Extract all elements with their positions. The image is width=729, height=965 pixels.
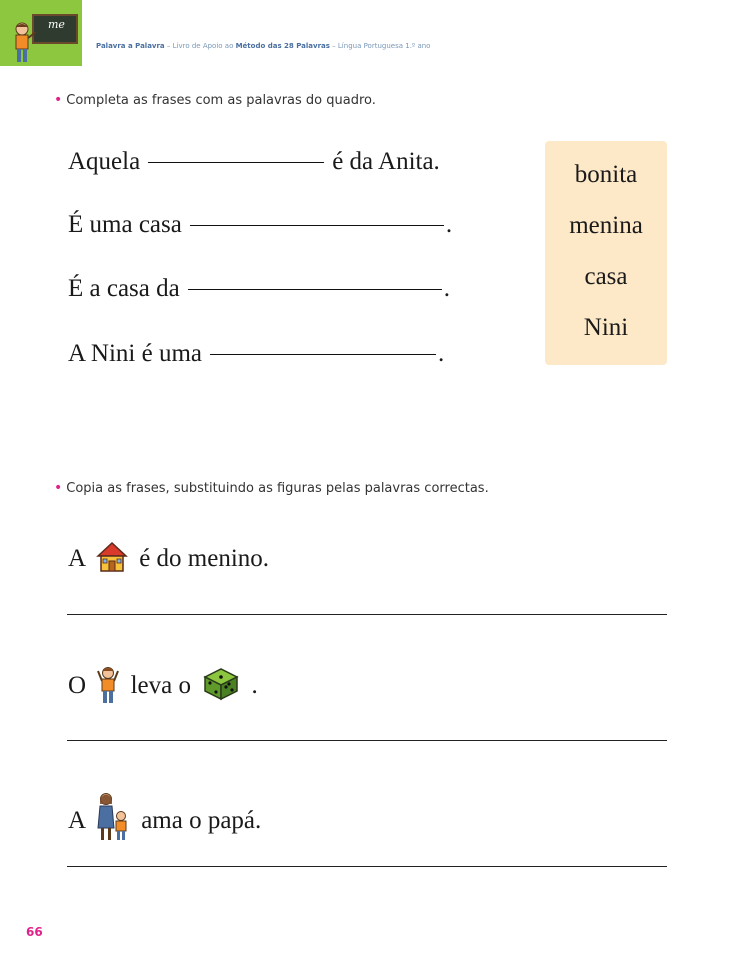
writing-line[interactable] — [67, 614, 667, 615]
instruction-text: Copia as frases, substituindo as figuras pelas palavras correctas. — [66, 481, 489, 496]
header-separator: – — [166, 42, 171, 50]
exercise2-sentence-2 — [68, 665, 258, 705]
word-box-item: casa — [584, 263, 628, 290]
sentence-text: . — [438, 340, 445, 367]
exercise1-sentence-4 — [68, 340, 444, 368]
mother-child-icon — [95, 792, 131, 842]
writing-line[interactable] — [67, 866, 667, 867]
sentence-text: . — [251, 672, 258, 699]
answer-blank[interactable] — [190, 225, 444, 226]
sentence-text: é da Anita. — [332, 148, 440, 175]
exercise1-sentence-3 — [68, 275, 450, 303]
sentence-text: A — [68, 807, 85, 834]
sentence-text: leva o — [130, 672, 191, 699]
sentence-text: é do menino. — [139, 545, 270, 572]
answer-blank[interactable] — [210, 354, 436, 355]
instruction-text: Completa as frases com as palavras do quadro. — [66, 93, 376, 108]
header-separator: – — [332, 42, 336, 50]
exercise2-sentence-1 — [68, 540, 269, 574]
answer-blank[interactable] — [148, 162, 324, 163]
word-box-item: Nini — [583, 314, 629, 341]
header-book: Livro de Apoio ao — [172, 42, 234, 50]
boy-icon — [96, 665, 120, 705]
sentence-text: . — [443, 275, 450, 302]
sentence-text: A Nini é uma — [68, 340, 203, 367]
exercise2-instruction — [54, 480, 489, 496]
header-series: Palavra a Palavra — [96, 42, 165, 50]
sentence-text: A — [68, 545, 85, 572]
sentence-text: O — [68, 672, 87, 699]
exercise1-sentence-2 — [68, 211, 452, 239]
page-number: 66 — [26, 925, 43, 939]
writing-line[interactable] — [67, 740, 667, 741]
sentence-text: ama o papá. — [141, 807, 262, 834]
header-method: Método das 28 Palavras — [235, 42, 330, 50]
word-box-item: menina — [569, 212, 643, 239]
sentence-text: Aquela — [68, 148, 141, 175]
word-box-item: bonita — [574, 161, 638, 188]
dice-icon — [201, 665, 241, 701]
running-header — [96, 42, 430, 50]
bullet-icon: • — [54, 92, 63, 108]
bullet-icon: • — [54, 480, 63, 496]
chalkboard-text: me — [48, 18, 65, 31]
sentence-text: É uma casa — [68, 211, 182, 238]
exercise1-sentence-1 — [68, 148, 440, 176]
sentence-text: É a casa da — [68, 275, 180, 302]
word-box — [545, 141, 667, 365]
exercise2-sentence-3 — [68, 792, 261, 842]
header-subject: Língua Portuguesa 1.º ano — [337, 42, 431, 50]
exercise1-instruction — [54, 92, 376, 108]
house-icon — [95, 540, 129, 574]
teacher-figure-icon — [8, 22, 38, 66]
chalkboard-icon — [32, 14, 78, 44]
answer-blank[interactable] — [188, 289, 442, 290]
header-corner-illustration — [0, 0, 82, 66]
sentence-text: . — [445, 211, 453, 238]
